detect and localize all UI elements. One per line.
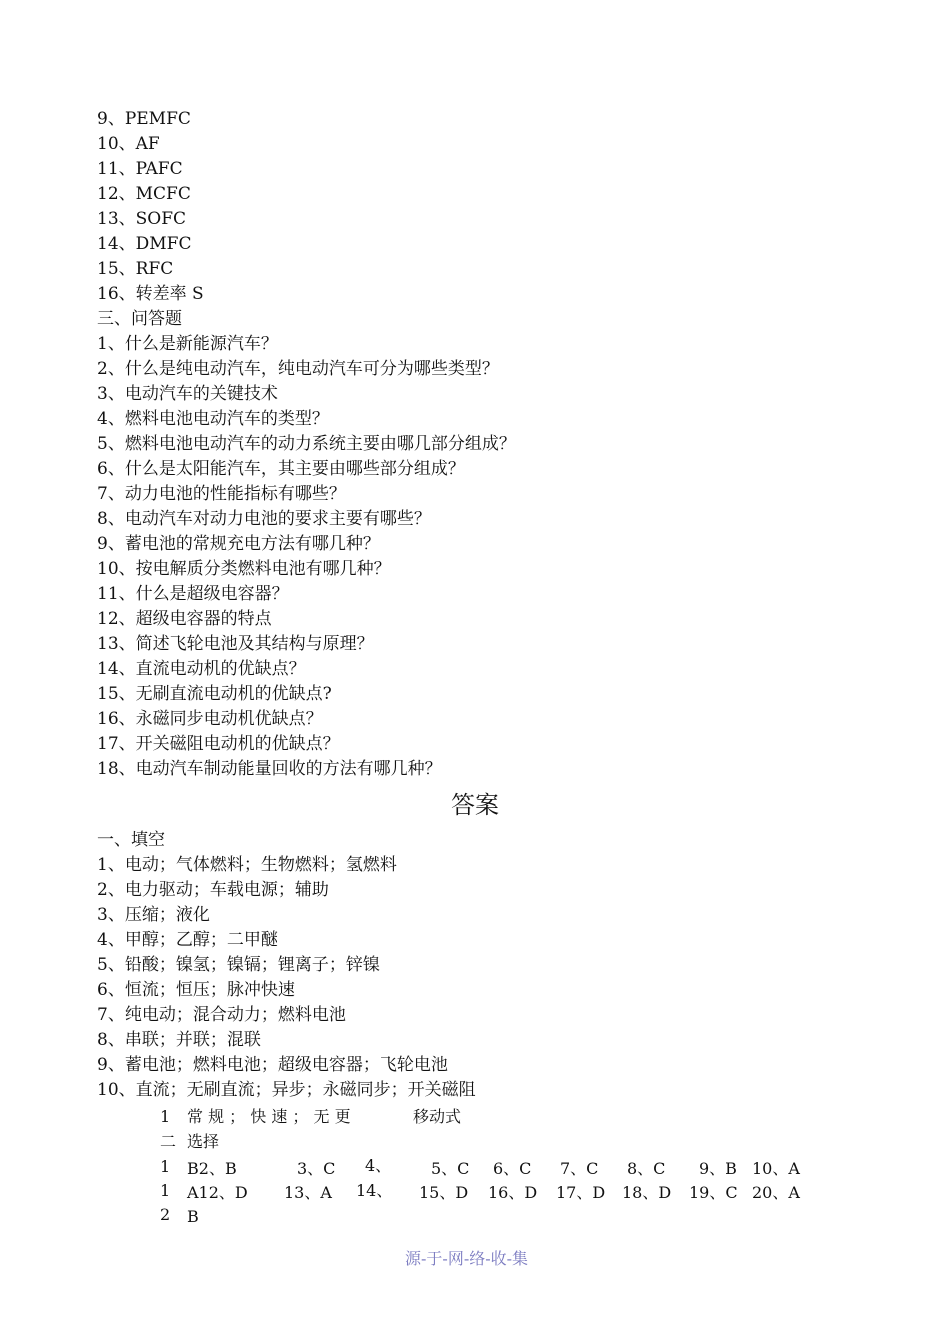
- fill-answer: 1、电动；气体燃料；生物燃料；氢燃料: [97, 855, 397, 875]
- question-item: 13、简述飞轮电池及其结构与原理？: [97, 634, 374, 654]
- fill-answer: 10、直流；无刷直流；异步；永磁同步；开关磁阻: [97, 1080, 476, 1100]
- fill-answer: 7、纯电动；混合动力；燃料电池: [97, 1005, 346, 1025]
- question-item: 2、什么是纯电动汽车，纯电动汽车可分为哪些类型？: [97, 359, 499, 379]
- choice-cell: 20、A: [752, 1183, 800, 1202]
- fill-answer: 2、电力驱动；车载电源；辅助: [97, 880, 329, 900]
- choice-cell: 14、: [356, 1181, 393, 1200]
- choice-cell: 17、D: [556, 1183, 606, 1202]
- question-item: 11、什么是超级电容器？: [97, 584, 289, 604]
- question-item: 14、直流电动机的优缺点？: [97, 659, 306, 679]
- choice-cell: 2: [160, 1205, 171, 1224]
- question-item: 12、超级电容器的特点: [97, 609, 272, 629]
- choice-cell: 1: [160, 1157, 171, 1176]
- choice-cell: 9、B: [699, 1159, 737, 1178]
- choice-cell: A12、D: [187, 1183, 248, 1202]
- question-item: 9、蓄电池的常规充电方法有哪几种？: [97, 534, 380, 554]
- question-item: 1、什么是新能源汽车？: [97, 334, 278, 354]
- footer-source-note: 源-于-网-络-收-集: [405, 1249, 529, 1268]
- choice-cell: 16、D: [488, 1183, 538, 1202]
- extra-line-text-b: 移动式: [413, 1107, 462, 1126]
- term-item: 13、SOFC: [97, 209, 187, 229]
- question-item: 6、什么是太阳能汽车，其主要由哪些部分组成？: [97, 459, 465, 479]
- choice-cell: 15、D: [419, 1183, 469, 1202]
- question-item: 15、无刷直流电动机的优缺点?: [97, 684, 332, 704]
- term-item: 9、PEMFC: [97, 109, 191, 129]
- term-item: 11、PAFC: [97, 159, 183, 179]
- choice-cell: 19、C: [689, 1183, 738, 1202]
- choice-cell: 13、A: [284, 1183, 332, 1202]
- term-item: 12、MCFC: [97, 184, 191, 204]
- question-item: 5、燃料电池电动汽车的动力系统主要由哪几部分组成？: [97, 434, 516, 454]
- section-heading-fill: 一、填空: [97, 830, 165, 850]
- choice-cell: B2、B: [187, 1159, 237, 1178]
- fill-answer: 6、恒流；恒压；脉冲快速: [97, 980, 295, 1000]
- question-item: 18、电动汽车制动能量回收的方法有哪几种？: [97, 759, 442, 779]
- question-item: 10、按电解质分类燃料电池有哪几种？: [97, 559, 391, 579]
- choice-cell: B: [187, 1207, 199, 1226]
- fill-answer: 8、串联；并联；混联: [97, 1030, 261, 1050]
- question-item: 17、开关磁阻电动机的优缺点？: [97, 734, 340, 754]
- term-item: 15、RFC: [97, 259, 174, 279]
- choice-cell: 4、: [365, 1156, 392, 1175]
- term-item: 16、转差率 S: [97, 284, 204, 304]
- choice-cell: 6、C: [493, 1159, 532, 1178]
- section-heading-questions: 三、问答题: [97, 309, 182, 329]
- choice-section-title: 选择: [187, 1132, 220, 1151]
- choice-section-number: 二: [160, 1132, 177, 1151]
- choice-cell: 5、C: [431, 1159, 470, 1178]
- fill-answer: 4、甲醇；乙醇；二甲醚: [97, 930, 278, 950]
- question-item: 16、永磁同步电动机优缺点？: [97, 709, 323, 729]
- fill-answer: 3、压缩；液化: [97, 905, 210, 925]
- extra-line-text: 常 规 ； 快 速 ； 无 更: [187, 1107, 351, 1126]
- term-item: 14、DMFC: [97, 234, 192, 254]
- question-item: 7、动力电池的性能指标有哪些？: [97, 484, 346, 504]
- question-item: 3、电动汽车的关键技术: [97, 384, 278, 404]
- choice-cell: 8、C: [627, 1159, 666, 1178]
- term-item: 10、AF: [97, 134, 160, 154]
- choice-cell: 10、A: [752, 1159, 800, 1178]
- fill-answer: 9、蓄电池；燃料电池；超级电容器；飞轮电池: [97, 1055, 448, 1075]
- answer-title: 答案: [451, 791, 499, 819]
- choice-cell: 3、C: [297, 1159, 336, 1178]
- choice-cell: 7、C: [560, 1159, 599, 1178]
- choice-cell: 1: [160, 1181, 171, 1200]
- question-item: 8、电动汽车对动力电池的要求主要有哪些？: [97, 509, 431, 529]
- fill-answer: 5、铅酸；镍氢；镍镉；锂离子；锌镍: [97, 955, 380, 975]
- question-item: 4、燃料电池电动汽车的类型？: [97, 409, 329, 429]
- extra-line-number: 1: [160, 1107, 171, 1126]
- choice-cell: 18、D: [622, 1183, 672, 1202]
